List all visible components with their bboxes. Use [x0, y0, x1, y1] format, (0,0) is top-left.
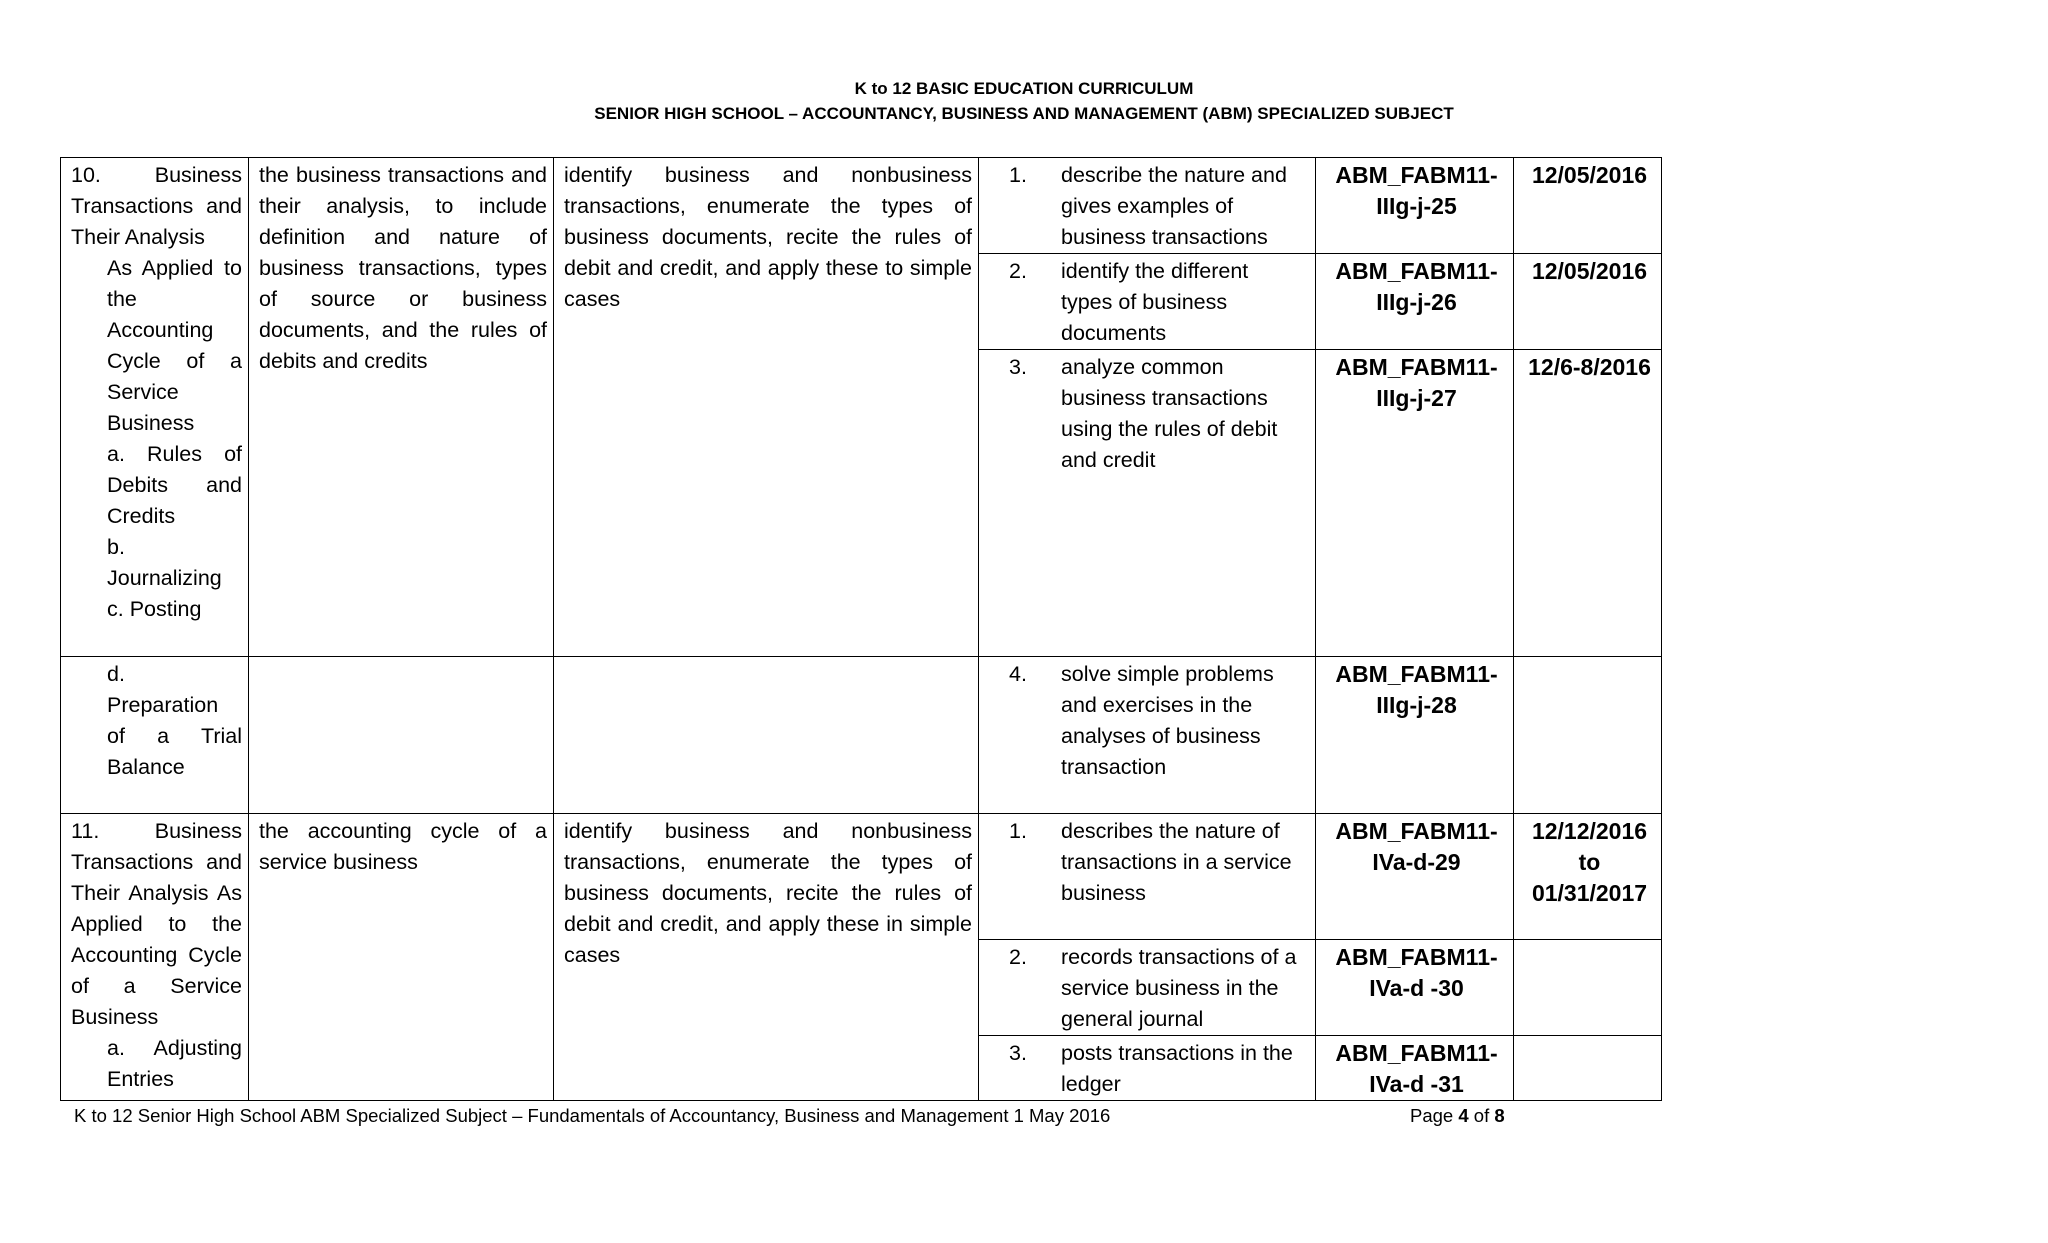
competency-number: 1.	[1009, 163, 1027, 187]
curriculum-guide-table	[60, 157, 1662, 1101]
subject-title: SENIOR HIGH SCHOOL – ACCOUNTANCY, BUSINESS AND MANAGEMENT (ABM) SPECIALIZED SUBJECT	[594, 104, 1454, 123]
of-label: of	[1473, 1105, 1490, 1126]
date-cell	[1514, 1036, 1662, 1101]
page-indicator	[1410, 1105, 1505, 1127]
performance-standard-cell: identify business and nonbusiness transactions, enumerate the types of business documents, recite the rules of debit and credit, and apply these in simple cases	[554, 814, 979, 1101]
content-item-a: a. Rules of Debits and Credits	[107, 442, 242, 528]
content-subtitle: As Applied to the Accounting Cycle of a Service Business	[107, 256, 242, 435]
competency-number: 3.	[1009, 355, 1027, 379]
page-label: Page	[1410, 1105, 1454, 1126]
competency-cell	[979, 158, 1316, 254]
competency-code: ABM_FABM11-IIIg-j-28	[1316, 657, 1514, 814]
competency-code: ABM_FABM11-IIIg-j-27	[1316, 350, 1514, 657]
competency-cell	[979, 254, 1316, 350]
competency-text: records transactions of a service business in the general journal	[1061, 945, 1297, 1031]
competency-text: identify the different types of business documents	[1061, 259, 1249, 345]
content-cell-10-cont	[61, 657, 249, 814]
competency-number: 3.	[1009, 1041, 1027, 1065]
competency-text: posts transactions in the ledger	[1061, 1041, 1293, 1096]
competency-text: analyze common business transactions using the rules of debit and credit	[1061, 355, 1278, 472]
date-cell: 12/12/2016 to 01/31/2017	[1514, 814, 1662, 940]
competency-cell	[979, 940, 1316, 1036]
competency-text: describes the nature of transactions in a service business	[1061, 819, 1292, 905]
competency-cell	[979, 1036, 1316, 1101]
competency-cell	[979, 657, 1316, 814]
performance-standard-cell: identify business and nonbusiness transactions, enumerate the types of business documents, recite the rules of debit and credit, and apply these to simple cases	[554, 158, 979, 657]
content-standard-cell-empty	[249, 657, 554, 814]
footer-text: K to 12 Senior High School ABM Specialized Subject – Fundamentals of Accountancy, Business and Management 1 May 2016	[74, 1105, 1111, 1126]
content-cell-10	[61, 158, 249, 657]
content-title: 10. Business Transactions and Their Analysis	[71, 163, 242, 249]
competency-code: ABM_FABM11-IVa-d-29	[1316, 814, 1514, 940]
date-cell	[1514, 940, 1662, 1036]
content-item-a: a. Adjusting Entries	[107, 1036, 242, 1091]
competency-text: solve simple problems and exercises in the analyses of business transaction	[1061, 662, 1274, 779]
curriculum-title: K to 12 BASIC EDUCATION CURRICULUM	[854, 79, 1194, 98]
competency-cell	[979, 350, 1316, 657]
content-standard-cell: the accounting cycle of a service business	[249, 814, 554, 1101]
date-cell: 12/05/2016	[1514, 158, 1662, 254]
competency-number: 1.	[1009, 819, 1027, 843]
competency-number: 4.	[1009, 662, 1027, 686]
content-title: 11. Business Transactions and Their Analysis As Applied to the Accounting Cycle of a Service Business	[71, 819, 242, 1029]
competency-number: 2.	[1009, 945, 1027, 969]
page-number: 4	[1458, 1105, 1469, 1126]
competency-text: describe the nature and gives examples of business transactions	[1061, 163, 1287, 249]
content-cell-11	[61, 814, 249, 1101]
competency-code: ABM_FABM11-IIIg-j-26	[1316, 254, 1514, 350]
date-cell: 12/05/2016	[1514, 254, 1662, 350]
competency-number: 2.	[1009, 259, 1027, 283]
date-cell: 12/6-8/2016	[1514, 350, 1662, 657]
performance-standard-cell-empty	[554, 657, 979, 814]
competency-cell	[979, 814, 1316, 940]
content-item-b: b. Journalizing	[107, 535, 222, 590]
content-item-d: d. Preparation of a Trial Balance	[107, 662, 242, 779]
page-total: 8	[1494, 1105, 1505, 1126]
competency-code: ABM_FABM11-IIIg-j-25	[1316, 158, 1514, 254]
content-standard-cell: the business transactions and their analysis, to include definition and nature of business transactions, types of source or business documents, and the rules of debits and credits	[249, 158, 554, 657]
competency-code: ABM_FABM11-IVa-d -31	[1316, 1036, 1514, 1101]
date-cell	[1514, 657, 1662, 814]
competency-code: ABM_FABM11-IVa-d -30	[1316, 940, 1514, 1036]
content-item-c: c. Posting	[107, 597, 202, 621]
